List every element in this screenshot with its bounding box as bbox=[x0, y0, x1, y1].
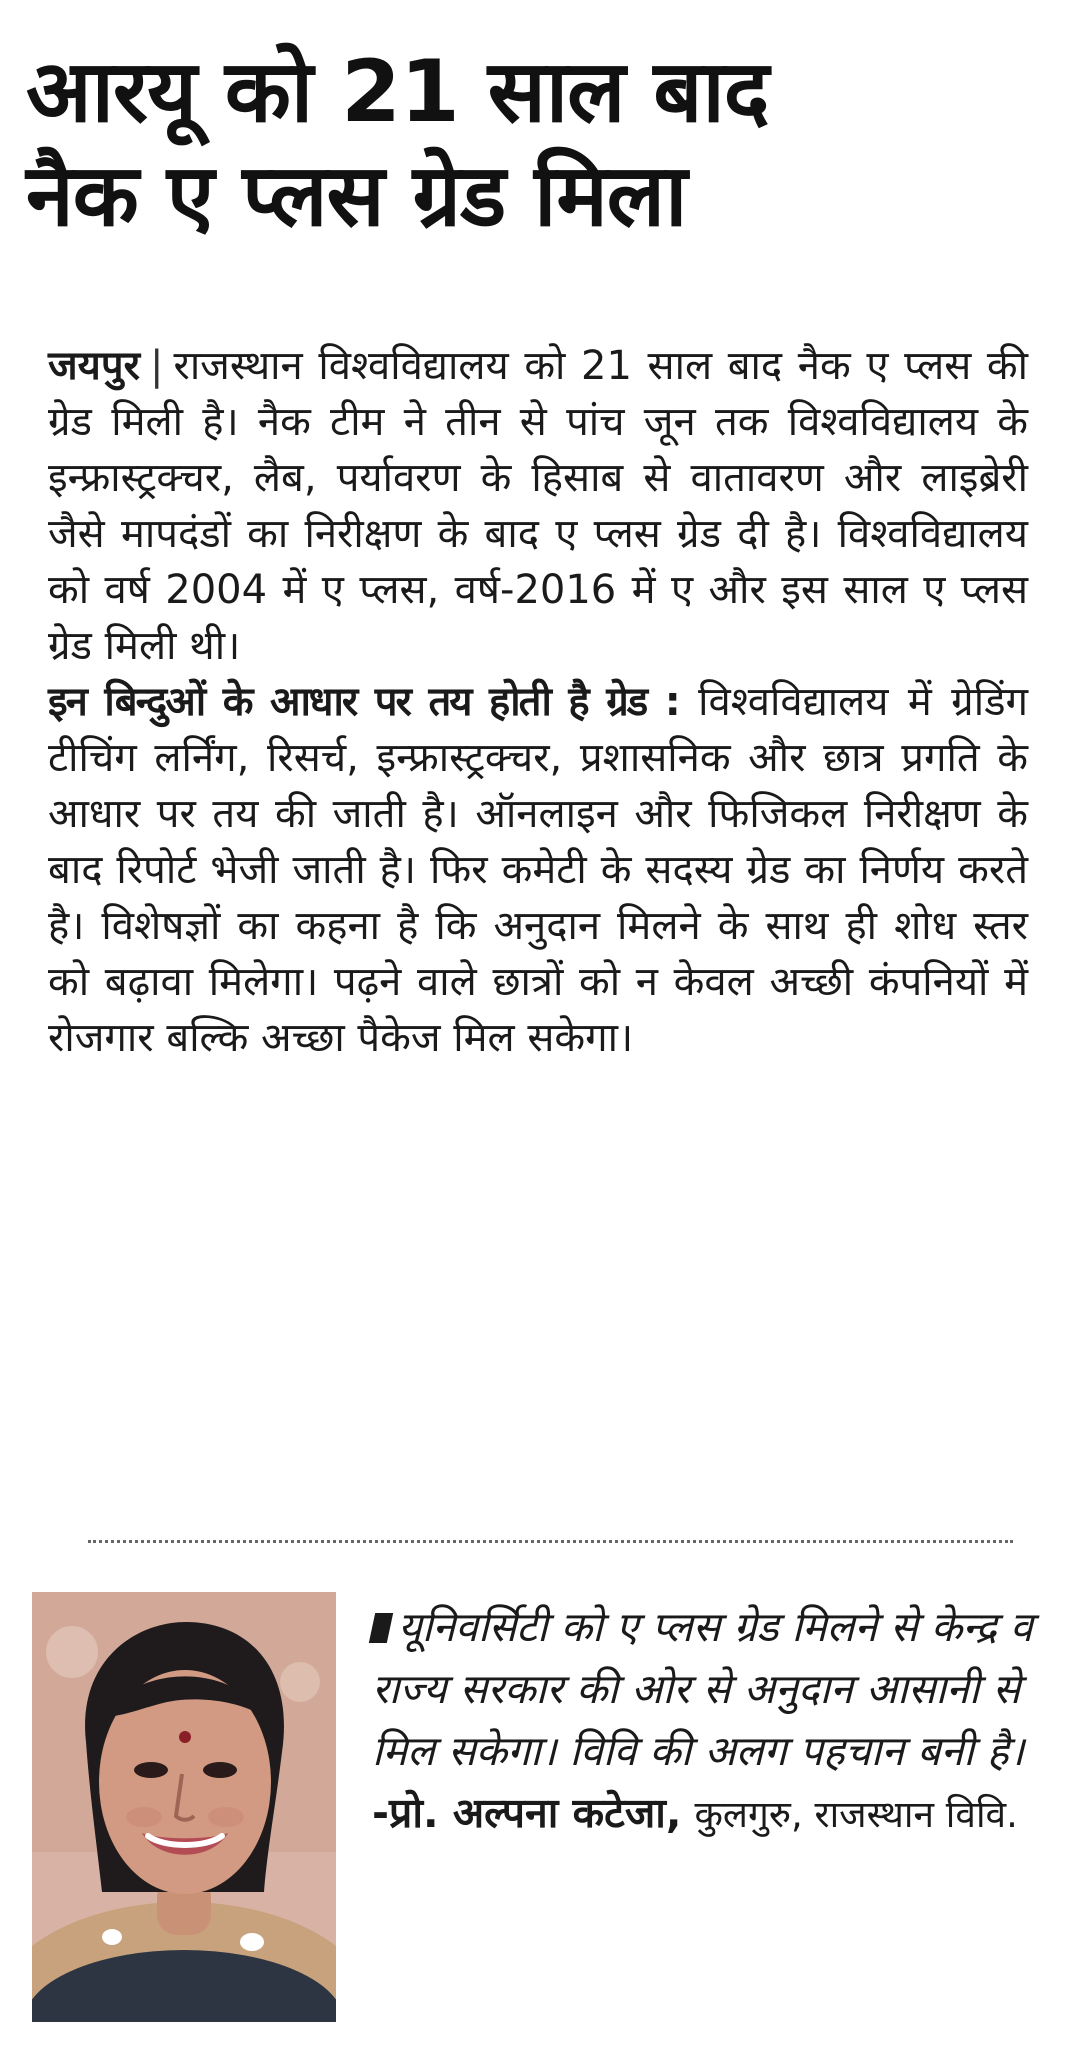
article-body bbox=[48, 338, 1028, 1066]
portrait-illustration bbox=[32, 1592, 336, 2022]
quote-author: -प्रो. अल्पना कटेजा, bbox=[372, 1789, 682, 1837]
dateline: जयपुर bbox=[48, 343, 140, 389]
portrait-photo bbox=[32, 1592, 336, 2022]
headline-line-2: नैक ए प्लस ग्रेड मिला bbox=[26, 146, 687, 246]
paragraph-1-text: राजस्थान विश्वविद्यालय को 21 साल बाद नैक ए प्लस की ग्रेड मिली है। नैक टीम ने तीन से पांच जून तक विश्वविद्यालय के इन्फ्रास्ट्रक्चर, लैब, पर्यावरण के हिसाब से वातावरण और लाइब्रेरी जैसे मापदंडों का निरीक्षण के बाद ए प्लस ग्रेड दी है। विश्वविद्यालय को वर्ष 2004 में ए प्लस, वर्ष-2016 में ए और इस साल ए प्लस ग्रेड मिली थी। bbox=[48, 343, 1028, 669]
quote-author-role: कुलगुरु, राजस्थान विवि. bbox=[694, 1793, 1018, 1836]
headline-line-1: आरयू को 21 साल बाद bbox=[26, 42, 769, 142]
section-divider bbox=[88, 1540, 1013, 1543]
quote-text: यूनिवर्सिटी को ए प्लस ग्रेड मिलने से केन्द्र व राज्य सरकार की ओर से अनुदान आसानी से मिल सकेगा। विवि की अलग पहचान बनी है। bbox=[372, 1603, 1033, 1775]
quote-marker-icon bbox=[369, 1613, 393, 1643]
paragraph-1 bbox=[48, 338, 1028, 674]
pull-quote bbox=[372, 1596, 1042, 1846]
headline bbox=[26, 40, 1056, 248]
paragraph-2-text: विश्वविद्यालय में ग्रेडिंग टीचिंग लर्निंग, रिसर्च, इन्फ्रास्ट्रक्चर, प्रशासनिक और छात्र प्रगति के आधार पर तय की जाती है। ऑनलाइन और फिजिकल निरीक्षण के बाद रिपोर्ट भेजी जाती है। फिर कमेटी के सदस्य ग्रेड का निर्णय करते है। विशेषज्ञों का कहना है कि अनुदान मिलने के साथ ही शोध स्तर को बढ़ावा मिलेगा। पढ़ने वाले छात्रों को न केवल अच्छी कंपनियों में रोजगार बल्कि अच्छा पैकेज मिल सकेगा। bbox=[48, 679, 1029, 1061]
subhead: इन बिन्दुओं के आधार पर तय होती है ग्रेड : bbox=[48, 679, 679, 725]
dateline-separator: | bbox=[149, 343, 164, 389]
paragraph-2 bbox=[48, 674, 1028, 1066]
